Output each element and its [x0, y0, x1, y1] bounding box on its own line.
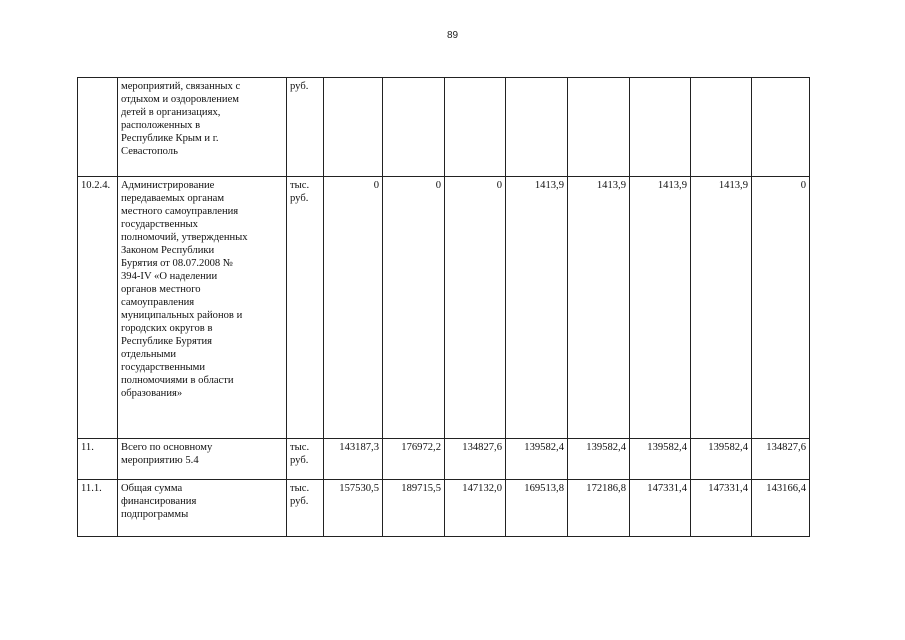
page-number: 89 [446, 30, 459, 41]
financing-table [77, 77, 810, 537]
row-unit: тыс. руб. [287, 480, 324, 537]
value-cell: 139582,4 [568, 439, 630, 480]
value-cell: 169513,8 [506, 480, 568, 537]
value-cell: 147331,4 [691, 480, 752, 537]
value-cell [568, 78, 630, 177]
table-row [78, 78, 810, 177]
row-description: мероприятий, связанных с отдыхом и оздоровлением детей в организациях, расположенных в Республике Крым и г. Севастополь [118, 78, 287, 177]
value-cell [324, 78, 383, 177]
table-row [78, 177, 810, 439]
row-description: Всего по основному мероприятию 5.4 [118, 439, 287, 480]
value-cell: 172186,8 [568, 480, 630, 537]
row-unit: тыс. руб. [287, 177, 324, 439]
value-cell: 134827,6 [752, 439, 810, 480]
value-cell: 139582,4 [630, 439, 691, 480]
value-cell [752, 78, 810, 177]
row-unit: тыс. руб. [287, 439, 324, 480]
value-cell: 1413,9 [630, 177, 691, 439]
value-cell: 139582,4 [506, 439, 568, 480]
value-cell [691, 78, 752, 177]
value-cell: 189715,5 [383, 480, 445, 537]
row-number: 11. [78, 439, 118, 480]
value-cell: 147132,0 [445, 480, 506, 537]
row-unit: руб. [287, 78, 324, 177]
value-cell [506, 78, 568, 177]
row-number [78, 78, 118, 177]
value-cell: 157530,5 [324, 480, 383, 537]
value-cell [630, 78, 691, 177]
value-cell: 147331,4 [630, 480, 691, 537]
value-cell: 1413,9 [506, 177, 568, 439]
value-cell: 0 [752, 177, 810, 439]
table-row [78, 439, 810, 480]
table-row [78, 480, 810, 537]
value-cell: 0 [383, 177, 445, 439]
value-cell: 143166,4 [752, 480, 810, 537]
value-cell: 176972,2 [383, 439, 445, 480]
value-cell: 0 [324, 177, 383, 439]
row-number: 10.2.4. [78, 177, 118, 439]
value-cell: 0 [445, 177, 506, 439]
row-number: 11.1. [78, 480, 118, 537]
value-cell: 1413,9 [568, 177, 630, 439]
value-cell [445, 78, 506, 177]
value-cell: 143187,3 [324, 439, 383, 480]
value-cell [383, 78, 445, 177]
row-description: Администрирование передаваемых органам местного самоуправления государственных полномочий, утвержденных Законом Республики Бурятия от 08.07.2008 № 394-IV «О наделении органов местного самоуправления муниципальных районов и городских округов в Республике Бурятия отдельными государственными полномочиями в области образования» [118, 177, 287, 439]
value-cell: 1413,9 [691, 177, 752, 439]
value-cell: 139582,4 [691, 439, 752, 480]
row-description: Общая сумма финансирования подпрограммы [118, 480, 287, 537]
value-cell: 134827,6 [445, 439, 506, 480]
